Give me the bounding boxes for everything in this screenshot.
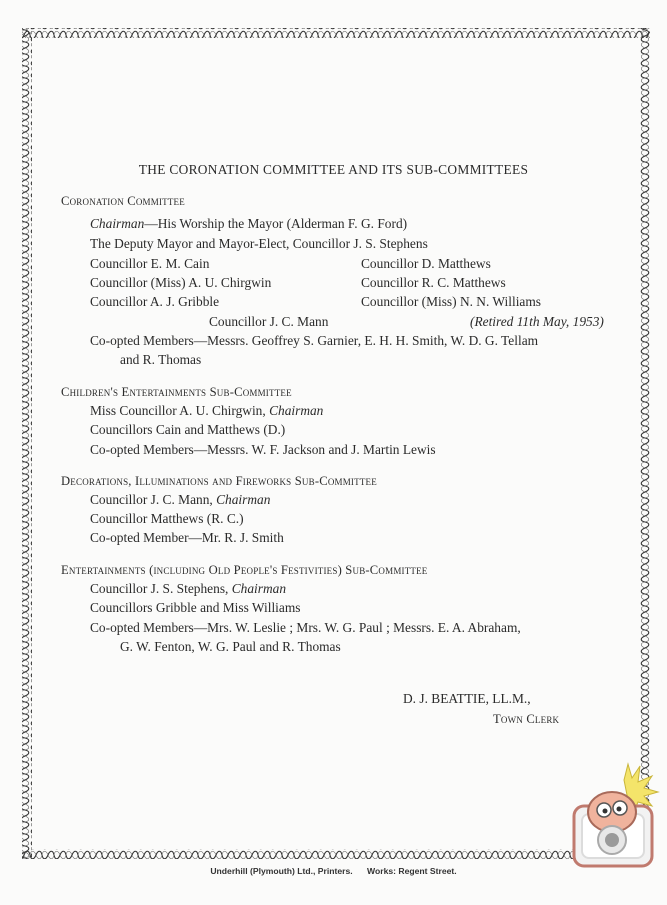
coronation-chairman-line bbox=[90, 216, 407, 232]
decorations-subcommittee-heading: Decorations, Illuminations and Fireworks Sub-Committee bbox=[61, 474, 377, 488]
coronation-committee-heading: Coronation Committee bbox=[61, 194, 185, 208]
signatory-role: Town Clerk bbox=[493, 712, 560, 726]
chairman-label: Chairman bbox=[90, 216, 145, 231]
member-gribble: Councillor A. J. Gribble bbox=[90, 294, 220, 309]
entertainments-chair-name: Councillor J. S. Stephens, bbox=[90, 581, 232, 596]
member-d-matthews: Councillor D. Matthews bbox=[361, 256, 491, 271]
printer-name: Underhill (Plymouth) Ltd., Printers. bbox=[210, 866, 353, 876]
member-mann: Councillor J. C. Mann bbox=[209, 314, 329, 329]
entertainments-chair-line bbox=[90, 581, 286, 597]
member-cain: Councillor E. M. Cain bbox=[90, 256, 210, 271]
children-chair-line bbox=[90, 403, 323, 419]
member-rc-matthews: Councillor R. C. Matthews bbox=[361, 275, 506, 290]
page-title: THE CORONATION COMMITTEE AND ITS SUB-COMMITTEES bbox=[138, 162, 529, 177]
entertainments-coopted-line-1: Co-opted Members—Mrs. W. Leslie ; Mrs. W. G. Paul ; Messrs. E. A. Abraham, bbox=[90, 620, 521, 635]
member-chirgwin: Councillor (Miss) A. U. Chirgwin bbox=[90, 275, 272, 290]
children-chair-name: Miss Councillor A. U. Chirgwin, bbox=[90, 403, 270, 418]
children-chair-label: Chairman bbox=[269, 403, 324, 418]
printer-works: Works: Regent Street. bbox=[367, 866, 457, 876]
printer-footer bbox=[0, 866, 667, 876]
entertainments-subcommittee-heading: Entertainments (including Old People's Festivities) Sub-Committee bbox=[61, 563, 428, 577]
signatory-name: D. J. BEATTIE, LL.M., bbox=[403, 691, 531, 706]
entertainments-coopted-line-2: G. W. Fenton, W. G. Paul and R. Thomas bbox=[120, 639, 341, 654]
coronation-coopted-line-1: Co-opted Members—Messrs. Geoffrey S. Garnier, E. H. H. Smith, W. D. G. Tellam bbox=[90, 333, 539, 348]
entertainments-councillors-line: Councillors Gribble and Miss Williams bbox=[90, 600, 301, 615]
retired-note: (Retired 11th May, 1953) bbox=[470, 314, 604, 329]
children-subcommittee-heading: Children's Entertainments Sub-Committee bbox=[61, 385, 292, 399]
decorations-chair-line bbox=[90, 492, 270, 508]
decorations-coopted-line: Co-opted Member—Mr. R. J. Smith bbox=[90, 530, 284, 545]
children-councillors-line: Councillors Cain and Matthews (D.) bbox=[90, 422, 286, 437]
camera-mascot-logo bbox=[568, 760, 660, 872]
deputy-mayor-line: The Deputy Mayor and Mayor-Elect, Councillor J. S. Stephens bbox=[90, 236, 428, 251]
decorations-councillor-line: Councillor Matthews (R. C.) bbox=[90, 511, 244, 526]
coronation-coopted-line-2: and R. Thomas bbox=[120, 352, 202, 367]
decorations-chair-label: Chairman bbox=[216, 492, 271, 507]
chairman-rest: —His Worship the Mayor (Alderman F. G. Ford) bbox=[144, 216, 408, 231]
entertainments-chair-label: Chairman bbox=[231, 581, 287, 596]
children-coopted-line: Co-opted Members—Messrs. W. F. Jackson and J. Martin Lewis bbox=[90, 442, 436, 457]
member-williams: Councillor (Miss) N. N. Williams bbox=[361, 294, 541, 309]
decorations-chair-name: Councillor J. C. Mann, bbox=[90, 492, 217, 507]
